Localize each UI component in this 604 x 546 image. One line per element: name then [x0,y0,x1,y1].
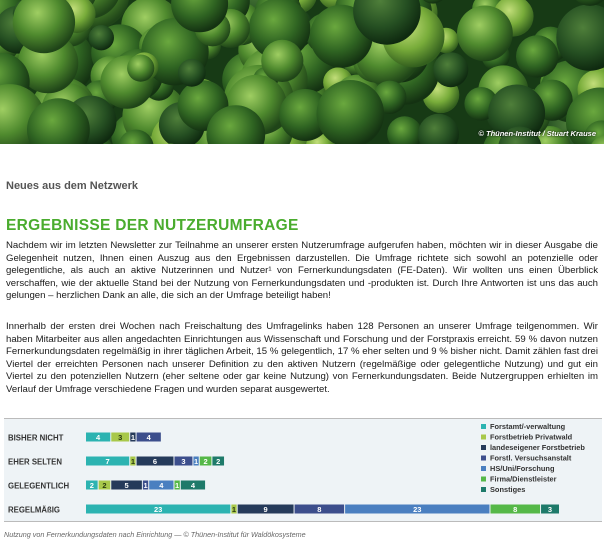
legend-entry: Sonstiges [490,485,526,494]
hero-image [0,0,604,144]
legend-swatch [481,424,486,429]
category-label: REGELMÄßIG [8,505,60,515]
figure-caption: Nutzung von Fernerkundungsdaten nach Einrichtung — © Thünen-Institut für Waldökosysteme [4,530,306,539]
bar-value-label: 2 [89,481,94,490]
legend-swatch [481,477,486,482]
bar-value-label: 8 [317,505,322,514]
legend-swatch [481,435,486,440]
tree-crown [433,52,468,87]
tree-crown [457,6,513,62]
usage-chart [4,418,602,522]
bar-value-label: 23 [154,505,163,514]
legend-entry: Forstl. Versuchsanstalt [490,453,572,463]
bar-value-label: 2 [102,481,107,490]
tree-crown [178,59,206,87]
tree-crown [516,35,558,77]
bar-value-label: 2 [203,457,208,466]
legend-swatch [481,456,486,461]
legend-swatch [481,466,486,471]
article-paragraph-1: Nachdem wir im letzten Newsletter zur Teilnahme an unserer ersten Nutzerumfrage aufgerufen haben, möchten wir in dieser Ausgabe die Gelegenheit nutzen, Ihnen einen Auszug aus den Ergebnissen darzustellen. Die Umfrage richtete sich sowohl an potenzielle oder gelegentliche, als auch an aktive Nutzerinnen und Nutzer¹ von Fernerkundungsdaten (FE-Daten). Wir wollten uns einen Überblick verschaffen, wie der aktuelle Stand bei der Nutzung von Fernerkundungsdaten und -produkten ist. Durch Ihre Antworten ist uns das auch gelungen – herzlichen Dank an alle, die sich an der Umfrage beteiligt haben! [6,240,598,302]
bar-value-label: 3 [547,505,553,514]
bar-value-label: 1 [194,457,199,466]
article-headline: ERGEBNISSE DER NUTZERUMFRAGE [6,217,299,234]
bar-value-label: 4 [190,481,196,490]
bar-value-label: 1 [143,481,148,490]
bar-value-label: 3 [118,433,123,442]
bar-value-label: 4 [96,433,101,442]
bar-value-label: 1 [130,457,135,466]
bar-value-label: 9 [263,505,268,514]
bar-value-label: 1 [130,433,135,442]
stacked-bar-chart [4,419,602,521]
bar-value-label: 3 [181,457,186,466]
tree-crown [261,40,303,82]
legend-entry: HS/Uni/Forschung [490,464,555,473]
bar-value-label: 2 [216,457,221,466]
forest-canopy-photo [0,0,604,144]
legend-entry: landeseigener Forstbetrieb [490,443,585,452]
legend-swatch [481,445,486,450]
bar-value-label: 4 [159,481,164,490]
tree-crown [89,25,114,50]
legend-entry: Forstamt/-verwaltung [490,422,566,431]
bar-value-label: 8 [513,505,518,514]
article-paragraph-2: Innerhalb der ersten drei Wochen nach Freischaltung des Umfragelinks haben 128 Personen an unserer Umfrage teilgenommen. Wir haben Mitarbeiter aus allen angedachten Einrichtungen aus Wissenschaft und Forschung und der Forstpraxis erreicht. 59 % davon nutzen Fernerkundungsdaten regelmäßig in ihrer täglichen Arbeit, 15 % gelegentlich, 17 % eher selten und 9 % bisher nicht. Damit zählen fast drei Viertel der erreichten Personen nach unserer Definition zu den aktiven Nutzern (regelmäßige oder gelegentliche Nutzung) und gut ein Viertel zu den potenziellen Nutzern (eher seltene oder gar keine Nutzung) von Fernerkundungsdaten. Beide Nutzergruppen erhielten im Verlauf der Umfrage verschiedene Fragen und wurden separat ausgewertet. [6,321,598,395]
bar-value-label: 1 [175,481,180,490]
category-label: GELEGENTLICH [8,481,70,491]
photo-credit: © Thünen-Institut / Stuart Krause [478,129,596,138]
legend-swatch [481,487,486,492]
bar-value-label: 6 [152,457,158,466]
category-label: BISHER NICHT [8,433,64,443]
bar-value-label: 4 [146,433,151,442]
legend-entry: Forstbetrieb Privatwald [490,432,573,442]
bar-value-label: 1 [231,505,237,514]
bar-value-label: 23 [413,505,422,514]
bar-value-label: 7 [105,457,110,466]
legend-entry: Firma/Dienstleister [490,474,557,484]
category-label: EHER SELTEN [8,457,63,467]
bar-value-label: 5 [124,481,129,490]
tree-crown [127,55,154,82]
section-label: Neues aus dem Netzwerk [6,180,139,192]
